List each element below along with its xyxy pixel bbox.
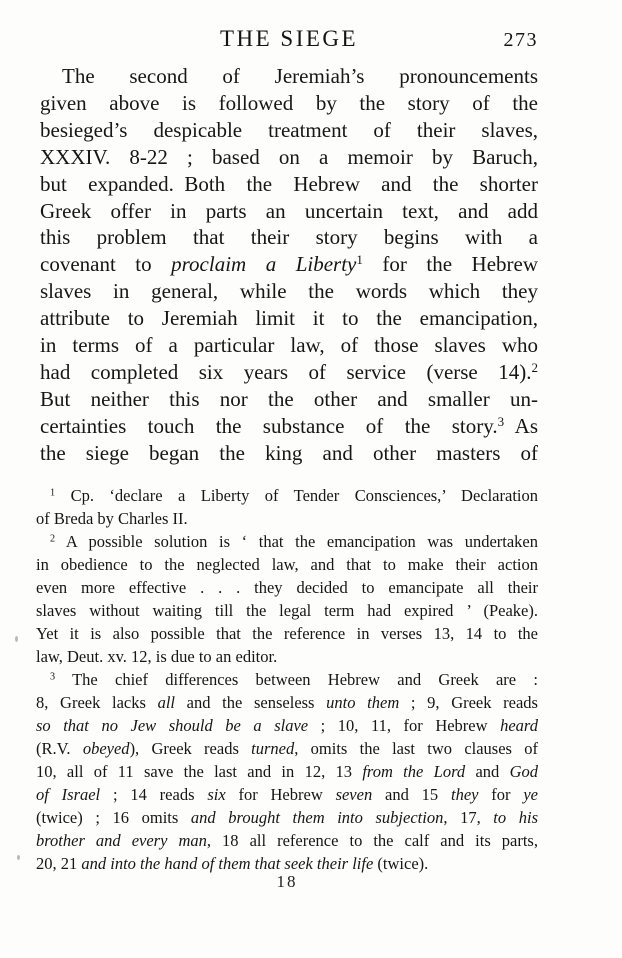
text-segment: they (450, 785, 479, 804)
text-line (36, 599, 538, 622)
text-line (36, 668, 538, 691)
footnote-marker: 1 (50, 487, 56, 499)
text-line (36, 806, 538, 829)
text-segment: Greek offer in parts an uncertain text, and add (40, 198, 538, 223)
text-line (36, 507, 538, 530)
scan-speck (15, 636, 18, 642)
text-segment: of Breda by Charles II. (36, 509, 188, 528)
text-segment: for (478, 785, 524, 804)
text-line (36, 484, 538, 507)
footnote-marker: 2 (531, 359, 538, 375)
text-segment: covenant to (40, 252, 172, 277)
text-segment: unto them (326, 693, 400, 712)
footnotes-block (36, 484, 538, 875)
text-line (40, 251, 538, 278)
text-segment: Cp. ‘declare a Liberty of Tender Consciences,’ Declaration (55, 486, 538, 505)
footnote-marker: 3 (497, 413, 505, 429)
text-line (40, 63, 538, 90)
text-segment: and brought them into subjection (190, 808, 444, 827)
text-line (36, 530, 538, 553)
text-segment: turned (251, 739, 295, 758)
text-line (36, 553, 538, 576)
text-line (40, 332, 538, 359)
text-segment: obeyed (82, 739, 130, 758)
text-line (36, 645, 538, 668)
text-line (40, 90, 538, 117)
text-segment: 20, 21 (36, 854, 82, 873)
text-segment: to his (493, 808, 538, 827)
text-segment: for Hebrew (225, 785, 336, 804)
page-number: 273 (503, 29, 538, 51)
text-segment: and into the hand of them that seek their life (81, 854, 374, 873)
text-line (40, 198, 538, 225)
text-segment: law, Deut. xv. 12, is due to an editor. (36, 647, 278, 666)
text-segment: But neither this nor the other and smaller un- (40, 386, 538, 411)
text-line (36, 622, 538, 645)
text-segment: six (207, 785, 226, 804)
text-segment: XXXIV. 8-22 ; based on a memoir by Baruch, (40, 144, 538, 169)
text-segment: seven (335, 785, 373, 804)
text-line (40, 440, 538, 467)
text-segment: even more effective . . . they decided to emancipate all their (36, 578, 538, 597)
text-segment: ; 10, 11, for Hebrew (308, 716, 501, 735)
text-line (36, 714, 538, 737)
text-segment: in terms of a particular law, of those slaves who (40, 333, 538, 358)
text-segment: this problem that their story begins with a (40, 225, 538, 250)
signature-mark: 18 (276, 872, 298, 891)
text-segment: given above is followed by the story of the (40, 90, 538, 115)
text-segment: The chief differences between Hebrew and Greek are : (55, 670, 538, 689)
text-segment: , omits the last two clauses of (294, 739, 538, 758)
text-segment: (twice). (373, 854, 429, 873)
text-segment: slaves without waiting till the legal term had expired ’ (Peake). (36, 601, 538, 620)
text-line (40, 386, 538, 413)
footnote-marker: 3 (50, 671, 56, 683)
text-segment: all (157, 693, 176, 712)
text-segment: ; 14 reads (100, 785, 208, 804)
text-segment: A possible solution is ‘ that the emancipation was undertaken (55, 532, 538, 551)
scan-speck (17, 855, 20, 860)
text-segment: and 15 (372, 785, 451, 804)
text-segment: As (504, 413, 538, 438)
text-line (40, 171, 538, 198)
running-title: THE SIEGE (219, 26, 359, 51)
text-segment: certainties touch the substance of the story. (40, 413, 498, 438)
text-line (40, 413, 538, 440)
text-segment: 8, Greek lacks (36, 693, 158, 712)
text-segment: (twice) ; 16 omits (36, 808, 191, 827)
text-line (36, 829, 538, 852)
text-line (40, 144, 538, 171)
text-line (36, 737, 538, 760)
text-line (36, 576, 538, 599)
text-segment: ), Greek reads (129, 739, 252, 758)
text-segment: (R.V. (36, 739, 83, 758)
text-segment: brother and every man (36, 831, 207, 850)
main-paragraph (40, 63, 538, 467)
text-segment: besieged’s despicable treatment of their slaves, (40, 117, 538, 142)
text-segment: attribute to Jeremiah limit it to the emancipation, (40, 306, 538, 331)
text-segment: heard (500, 716, 538, 735)
text-segment: Yet it is also possible that the reference in verses 13, 14 to the (36, 624, 538, 643)
text-segment: and the senseless (175, 693, 327, 712)
text-segment: had completed six years of service (verse 14). (40, 359, 532, 384)
text-segment: , 17, (443, 808, 494, 827)
text-line (40, 359, 538, 386)
text-segment: in obedience to the neglected law, and that to make their action (36, 555, 538, 574)
text-segment: God (509, 762, 539, 781)
footnote-marker: 2 (50, 533, 56, 545)
text-line (36, 691, 538, 714)
text-segment: and (465, 762, 510, 781)
text-segment: of Israel (36, 785, 101, 804)
text-segment: ; 9, Greek reads (399, 693, 538, 712)
text-segment: The second of Jeremiah’s pronouncements (62, 64, 538, 88)
text-line (36, 783, 538, 806)
text-segment: from the Lord (362, 762, 466, 781)
text-line (36, 760, 538, 783)
text-line (40, 278, 538, 305)
page-header (40, 26, 538, 56)
text-segment: ye (523, 785, 538, 804)
text-segment: , 18 all reference to the calf and its parts, (206, 831, 538, 850)
text-segment: for the Hebrew (362, 252, 538, 277)
footnote-marker: 1 (356, 252, 363, 268)
text-segment: the siege began the king and other masters of (40, 440, 538, 465)
text-segment: proclaim a Liberty (171, 252, 357, 277)
text-segment: but expanded. Both the Hebrew and the shorter (40, 171, 538, 196)
text-line (40, 224, 538, 251)
text-line (40, 305, 538, 332)
text-segment: slaves in general, while the words which they (40, 279, 538, 304)
text-segment: 10, all of 11 save the last and in 12, 13 (36, 762, 363, 781)
text-line (40, 117, 538, 144)
text-segment: so that no Jew should be a slave (36, 716, 309, 735)
